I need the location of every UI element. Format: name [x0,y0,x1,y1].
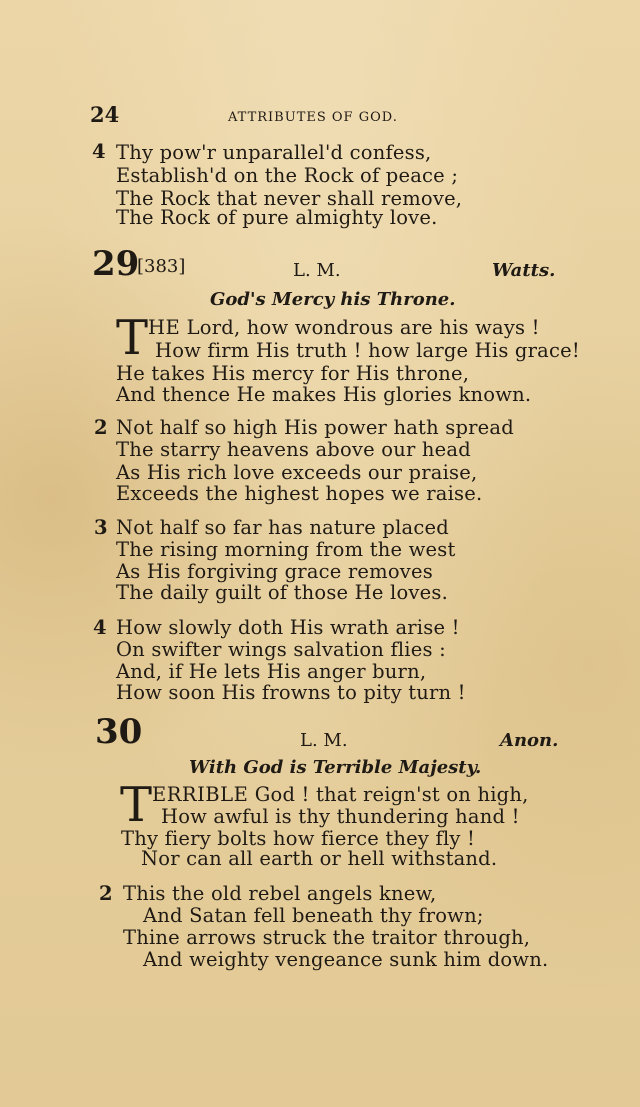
verse-line: The starry heavens above our head [116,438,471,461]
hymn-title: With God is Terrible Majesty. [189,757,482,778]
verse-number: 3 [94,516,108,539]
verse-number: 2 [94,416,108,439]
verse-line: Not half so high His power hath spread [116,416,514,439]
verse-line: And thence He makes His glories known. [116,383,532,406]
verse-line: And weighty vengeance sunk him down. [143,948,549,971]
verse-line: Establish'd on the Rock of peace ; [116,164,459,187]
verse-line: As His forgiving grace removes [116,560,433,583]
verse-line: How awful is thy thundering hand ! [161,805,520,828]
verse-line: The Rock that never shall remove, [116,187,463,210]
verse-line: Not half so far has nature placed [116,516,449,539]
drop-cap: T [120,777,153,833]
verse-line: The Rock of pure almighty love. [116,206,438,229]
verse-line [148,316,540,339]
hymn-number: 30 [95,712,143,752]
verse-line: How slowly doth His wrath arise ! [116,616,460,639]
verse-line: The rising morning from the west [116,538,456,561]
verse-number: 2 [99,882,113,905]
verse-line: And Satan fell beneath thy frown; [143,904,484,927]
verse-line [152,783,529,806]
verse-line: Nor can all earth or hell withstand. [141,847,498,870]
verse-line: How soon His frowns to pity turn ! [116,681,466,704]
hymn-reference: [383] [137,256,186,277]
hymn-title: God's Mercy his Throne. [210,289,456,310]
verse-line: Thy pow'r unparallel'd confess, [116,141,432,164]
verse-line: Exceeds the highest hopes we raise. [116,482,483,505]
page-number: 24 [90,102,120,127]
verse-line: As His rich love exceeds our praise, [116,461,478,484]
hymn-author: Anon. [500,730,559,751]
verse-text: God ! that reign'st on high, [248,783,529,806]
verse-line: He takes His mercy for His throne, [116,362,470,385]
hymn-author: Watts. [492,260,556,281]
drop-cap: T [116,310,149,366]
verse-line: On swifter wings salvation flies : [116,638,446,661]
verse-line: Thy fiery bolts how fierce they fly ! [121,827,476,850]
verse-line: The daily guilt of those He loves. [116,581,448,604]
hymn-number: 29 [92,244,140,284]
verse-number: 4 [93,616,107,639]
small-caps-word: ERRIBLE [152,783,249,806]
verse-number: 4 [92,140,106,163]
verse-text: Lord, how wondrous are his ways ! [180,316,540,339]
verse-line: How firm His truth ! how large His grace! [155,339,580,362]
small-caps-word: HE [148,316,181,339]
verse-line: Thine arrows struck the traitor through, [123,926,531,949]
hymn-meter: L. M. [293,260,341,281]
running-title: ATTRIBUTES OF GOD. [228,110,398,125]
verse-line: This the old rebel angels knew, [123,882,437,905]
verse-line: And, if He lets His anger burn, [116,660,427,683]
hymn-meter: L. M. [300,730,348,751]
